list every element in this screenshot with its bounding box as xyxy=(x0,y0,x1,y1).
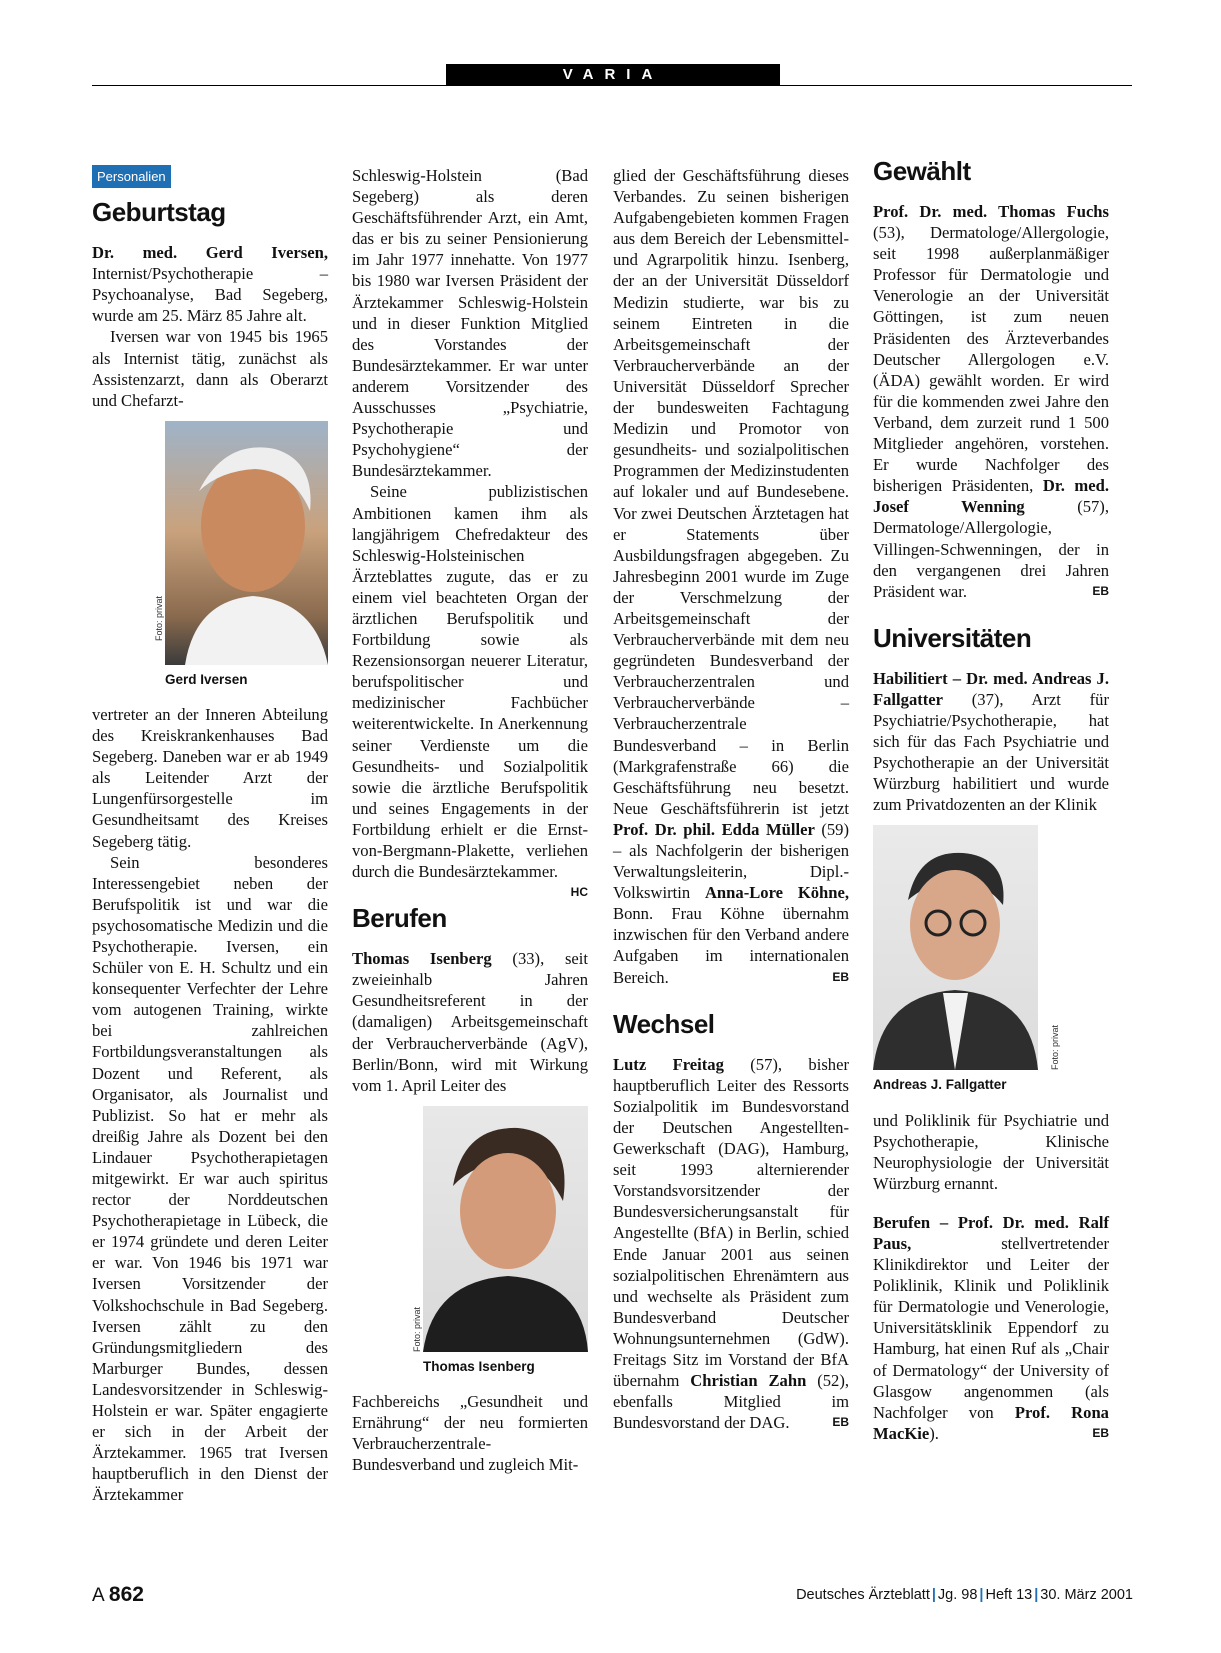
paragraph: Habilitiert – Dr. med. Andreas J. Fallgatter (37), Arzt für Psychiatrie/Psychotherapie, hat sich für das Fach Psychiatrie und Psychotherapie an der Universität Würzburg habilitiert und wurde zum Privatdozenten an der Klinik xyxy=(873,668,1109,815)
portrait-photo xyxy=(423,1106,588,1352)
column-4 xyxy=(873,155,1109,1444)
paragraph: Iversen war von 1945 bis 1965 als Internist tätig, zunächst als Assistenzarzt, dann als Oberarzt und Chefarzt- xyxy=(92,327,328,410)
paragraph: glied der Geschäftsführung dieses Verbandes. Zu seinen bisherigen Aufgabengebieten kommen Fragen aus dem Bereich der Lebensmittel- und Agrarpolitik hinzu. Isenberg, der an der Universität Düsseldorf Medizin studierte, war bis zu seinem Eintreten in die Arbeitsgemeinschaft der Verbraucherverbände an der Universität Düsseldorf Sprecher der bundesweiten Fachtagung Medizin und Promotor von gesundheits- und sozialpolitischen Programmen der Medizinstudenten auf lokaler und auf Bundesebene. Vor zwei Deutschen Ärztetagen hat er Statements über Ausbildungsfragen abgegeben. Zu Jahresbeginn 2001 wurde im Zuge der Verschmelzung der Arbeitsgemeinschaft der Verbraucherverbände mit dem neu gegründeten Bundesverband der Verbraucherzentralen und Verbraucherverbände – Verbraucherzentrale Bundesverband – in Berlin (Markgrafenstraße 66) die Geschäftsführung neu besetzt. Neue Geschäftsführerin ist jetzt Prof. Dr. phil. Edda Müller (59) – als Nachfolgerin der bisherigen Verwaltungsleiterin, Dipl.-Volkswirtin Anna-Lore Köhne, Bonn. Frau Köhne übernahm inzwischen für den Verband andere Aufgaben im internationalen Bereich. EB xyxy=(613,166,850,987)
author-signature: EB xyxy=(1092,1425,1109,1440)
photo-credit: Foto: privat xyxy=(1050,1025,1060,1071)
photo-credit: Foto: privat xyxy=(154,595,164,641)
paragraph: Dr. med. Gerd Iversen, Internist/Psychotherapie – Psychoanalyse, Bad Segeberg, wurde am 25. März 85 Jahre alt. xyxy=(92,243,328,326)
column-3 xyxy=(613,165,849,1433)
paragraph: Berufen – Prof. Dr. med. Ralf Paus, stellvertretender Klinikdirektor und Leiter der Poliklinik, Klinik und Poliklinik für Dermatologie und Venerologie, Universitätsklinik Eppendorf zu Hamburg, hat einen Ruf als „Chair of Dermatology“ der University of Glasgow angenommen (als Nachfolger von Prof. Rona MacKie). EB xyxy=(873,1212,1109,1443)
photo-credit: Foto: privat xyxy=(412,1306,422,1352)
paragraph: Fachbereichs „Gesundheit und Ernährung“ der neu formierten Verbraucherzentrale-Bundesverband und zugleich Mit- xyxy=(352,1391,588,1475)
heading-geburtstag: Geburtstag xyxy=(92,197,226,228)
photo-caption: Andreas J. Fallgatter xyxy=(873,1077,1007,1093)
photo-figure xyxy=(154,421,328,690)
portrait-photo xyxy=(873,825,1038,1070)
photo-figure xyxy=(873,825,1060,1095)
page-number: A 862 xyxy=(92,1583,144,1606)
photo-figure xyxy=(412,1106,588,1377)
section-header: VARIA xyxy=(446,64,780,86)
paragraph: und Poliklinik für Psychiatrie und Psychotherapie, Klinische Neurophysiologie der Universität Würzburg ernannt. xyxy=(873,1110,1109,1193)
category-tag: Personalien xyxy=(92,165,171,188)
paragraph: Lutz Freitag (57), bisher hauptberuflich Leiter des Ressorts Sozialpolitik im Bundesvorstand der Deutschen Angestellten-Gewerkschaft (DAG), Hamburg, seit 1993 alternierender Vorstandsvorsitzender der Bundesversicherungsanstalt für Angestellte (BfA) in Berlin, schied Ende Januar 2001 aus seinen sozialpolitischen Ehrenämtern aus und wechselte als Präsident zum Bundesverband Deutscher Wohnungsunternehmen (GdW). Freitags Sitz im Vorstand der BfA übernahm Christian Zahn (52), ebenfalls Mitglied im Bundesvorstand der DAG. EB xyxy=(613,1054,850,1433)
heading-gewaehlt: Gewählt xyxy=(873,156,971,186)
author-signature: EB xyxy=(1092,583,1109,598)
paragraph: vertreter an der Inneren Abteilung des Kreiskrankenhauses Bad Segeberg. Daneben war er ab 1949 als Leitender Arzt der Lungenfürsorgestelle im Gesundheitsamt des Kreises Segeberg tätig. xyxy=(92,704,328,851)
column-2 xyxy=(352,165,588,1475)
heading-berufen: Berufen xyxy=(352,903,447,934)
paragraph: Schleswig-Holstein (Bad Segeberg) als deren Geschäftsführender Arzt, ein Amt, das er bis zu seiner Pensionierung im Jahr 1977 innehatte. Von 1977 bis 1980 war Iversen Präsident der Ärztekammer Schleswig-Holstein und in dieser Funktion Mitglied des Vorstandes der Bundesärztekammer. Er war unter anderem Vorsitzender des Ausschusses „Psychiatrie, Psychotherapie und Psychohygiene“ der Bundesärztekammer. xyxy=(352,166,588,481)
portrait-photo xyxy=(165,421,328,665)
author-signature: EB xyxy=(832,1415,849,1430)
paragraph: Seine publizistischen Ambitionen kamen ihm als langjährigem Chefredakteur des Schleswig-Holsteinischen Ärzteblattes zugute, das er zu einem viel beachteten Organ der ärztlichen Berufspolitik und Fortbildung sowie als Rezensionsorgan neuerer Literatur, berufspolitischer und medizinischer Fachbücher weiterentwickelte. In Anerkennung seiner Verdienste um die Gesundheits- und Sozialpolitik sowie die ärztliche Berufspolitik und seines Engagements in der Fortbildung erhielt er die Ernst-von-Bergmann-Plakette, verliehen durch die Bundesärztekammer. HC xyxy=(352,481,588,882)
paragraph: Prof. Dr. med. Thomas Fuchs (53), Dermatologe/Allergologie, seit 1998 außerplanmäßiger Professor für Dermatologie und Venerologie an der Universität Göttingen, ist zum neuen Präsidenten des Ärzteverbandes Deutscher Allergologen e.V. (ÄDA) gewählt worden. Er wird für die kommenden zwei Jahre den Verband, dem zurzeit rund 1 500 Mitglieder angehören, vorstehen. Er wurde Nachfolger des bisherigen Präsidenten, Dr. med. Josef Wenning (57), Dermatologe/Allergologie, Villingen-Schwenningen, der in den vergangenen drei Jahren Präsident war. EB xyxy=(873,202,1109,601)
column-1 xyxy=(92,165,328,1506)
author-signature: HC xyxy=(570,885,588,900)
portrait-illustration xyxy=(423,1106,588,1352)
portrait-illustration xyxy=(873,825,1038,1070)
author-signature: EB xyxy=(832,969,849,984)
paragraph: Thomas Isenberg (33), seit zweieinhalb Jahren Gesundheitsreferent in der (damaligen) Arbeitsgemeinschaft der Verbraucherverbände (AgV), Berlin/Bonn, wird mit Wirkung vom 1. April Leiter des xyxy=(352,949,588,1095)
portrait-illustration xyxy=(165,421,328,665)
heading-universitaeten: Universitäten xyxy=(873,622,1032,653)
photo-caption: Gerd Iversen xyxy=(165,671,248,687)
journal-reference: Deutsches Ärzteblatt | Jg. 98 | Heft 13 | 30. März 2001 xyxy=(796,1587,1133,1603)
heading-wechsel: Wechsel xyxy=(613,1008,715,1039)
photo-caption: Thomas Isenberg xyxy=(423,1358,535,1374)
paragraph: Sein besonderes Interessengebiet neben der Berufspolitik ist und war die psychosomatische Medizin und die Psychotherapie. Iversen, ein Schüler von E. H. Schultz und ein konsequenter Verfechter der Lehre vom autogenen Training, wirkte bei zahlreichen Fortbildungsveranstaltungen als Dozent und Referent, als Organisator, als Journalist und Publizist. So hat er mehr als dreißig Jahre als Dozent bei den Lindauer Psychotherapietagen mitgewirkt. Er war auch spiritus rector der Norddeutschen Psychotherapietage in Lübeck, die er 1974 gründete und deren Leiter er war. Von 1946 bis 1971 war Iversen Vorsitzender der Volkshochschule in Bad Segeberg. Iversen zählt zu den Gründungsmitgliedern des Marburger Bundes, dessen Landesvorsitzender in Schleswig-Holstein er war. Später engagierte er sich in der Arbeit der Ärztekammer. 1965 trat Iversen hauptberuflich in den Dienst der Ärztekammer xyxy=(92,852,328,1505)
